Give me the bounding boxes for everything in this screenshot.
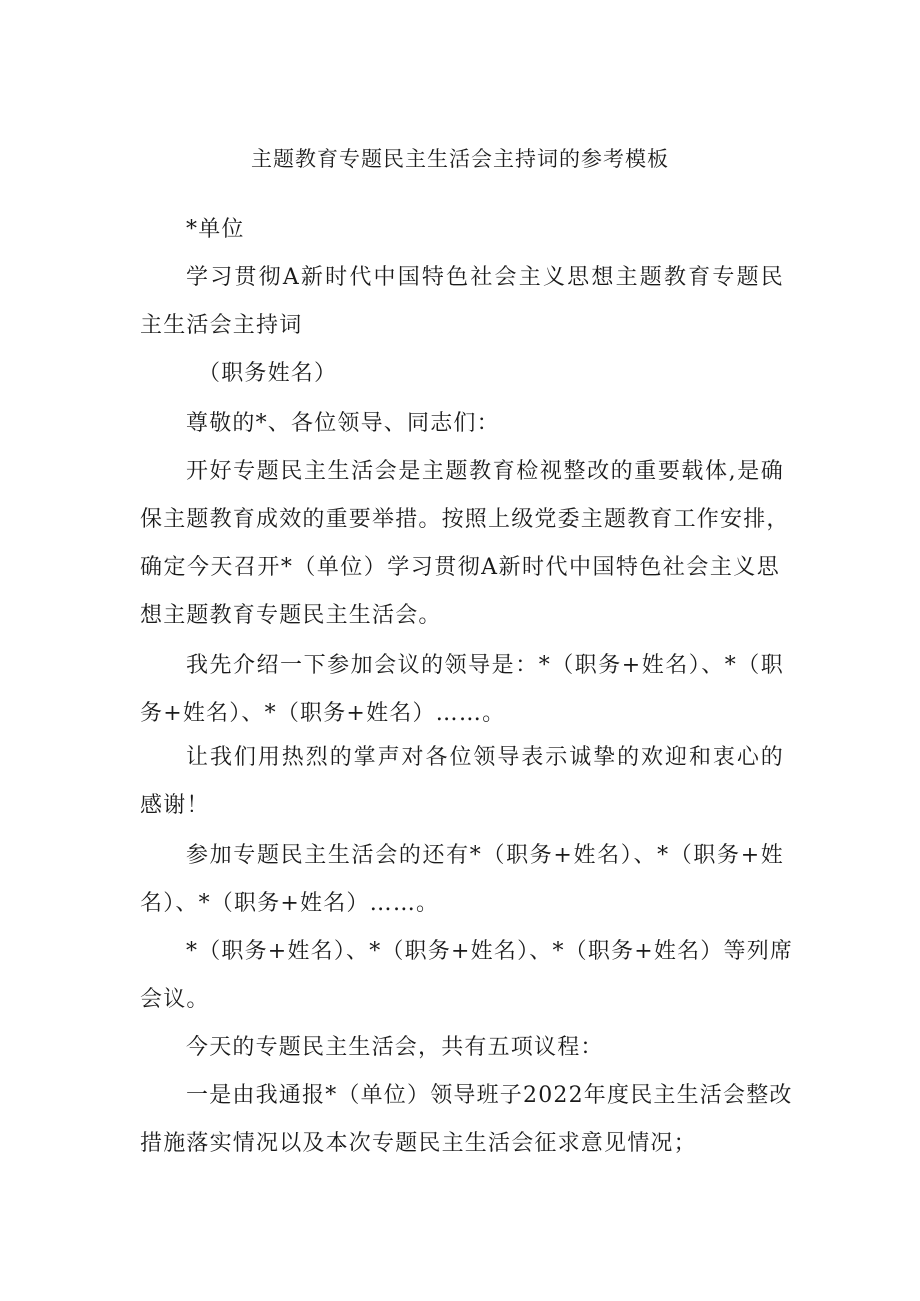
paragraph-line: 会议。 [140,987,210,1012]
paragraph-line: 让我们用热烈的掌声对各位领导表示诚挚的欢迎和衷心的 [186,745,784,770]
paragraph-1 [140,448,790,640]
unit-line: *单位 [186,217,245,242]
paragraph-line: 今天的专题民主生活会，共有五项议程： [186,1035,604,1060]
paragraph-line: 确定今天召开*（单位）学习贯彻A新时代中国特色社会主义思 [140,555,780,580]
paragraph-4 [140,832,784,928]
subtitle-line: 主生活会主持词 [140,313,303,338]
subtitle-line: 学习贯彻A新时代中国特色社会主义思想主题教育专题民 [186,265,784,290]
paragraph-line: 一是由我通报*（单位）领导班子2022年度民主生活会整改 [186,1083,793,1108]
paragraph-line: 名）、*（职务+姓名）……。 [140,891,440,916]
paragraph-line: 措施落实情况以及本次专题民主生活会征求意见情况； [140,1131,697,1156]
paragraph-line: 我先介绍一下参加会议的领导是：*（职务+姓名）、*（职 [186,653,784,678]
paragraph-2 [140,642,784,738]
paragraph-5 [140,928,794,1024]
paragraph-line: 参加专题民主生活会的还有*（职务+姓名）、*（职务+姓 [186,843,784,868]
paragraph-line: *（职务+姓名）、*（职务+姓名）、*（职务+姓名）等列席 [186,939,794,964]
greeting-line: 尊敬的*、各位领导、同志们： [186,411,500,436]
paragraph-6 [186,1024,604,1072]
paragraph-3 [140,734,784,830]
paragraph-line: 想主题教育专题民主生活会。 [140,603,442,628]
paragraph-line: 保主题教育成效的重要举措。按照上级党委主题教育工作安排， [140,507,790,532]
role-line: （职务姓名） [198,361,338,386]
paragraph-line: 务+姓名）、*（职务+姓名）……。 [140,701,506,726]
document-title: 主题教育专题民主生活会主持词的参考模板 [251,147,669,171]
subtitle-block [140,254,784,350]
paragraph-line: 感谢！ [140,793,210,818]
paragraph-7 [140,1072,793,1168]
paragraph-line: 开好专题民主生活会是主题教育检视整改的重要载体,是确 [186,459,784,484]
